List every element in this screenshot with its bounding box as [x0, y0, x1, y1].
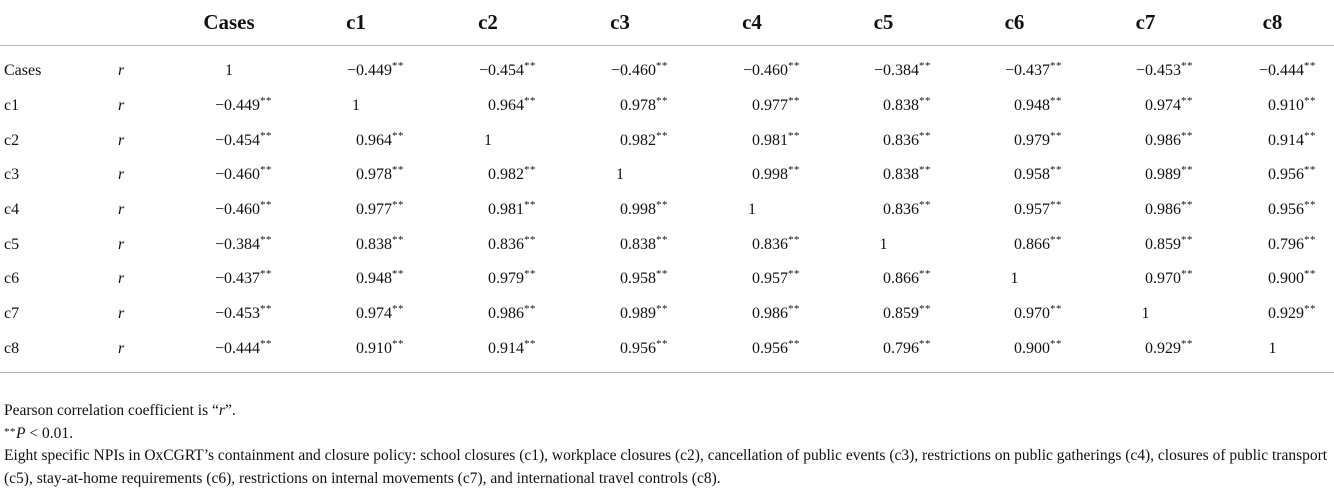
table-cell — [949, 158, 1080, 193]
cell-value: −0.449 — [214, 97, 260, 115]
cell-value: −0.384 — [873, 62, 919, 80]
cell-value: −0.444 — [214, 339, 260, 357]
table-cell — [818, 193, 949, 228]
table-cell — [686, 227, 818, 262]
table-cell — [949, 123, 1080, 158]
table-row — [0, 89, 1334, 124]
cell-value: 0.948 — [356, 270, 392, 288]
cell-value: 0.836 — [883, 201, 919, 219]
significance-mark: ** — [656, 60, 668, 73]
table-cell — [554, 193, 686, 228]
cell-value: 0.838 — [883, 97, 919, 115]
cell-value: 0.956 — [1268, 201, 1304, 219]
table-cell — [818, 89, 949, 124]
significance-mark: ** — [656, 233, 668, 246]
cell-value: 0.859 — [883, 305, 919, 323]
table-cell — [818, 46, 949, 89]
table-cell — [1211, 262, 1334, 297]
table-cell — [554, 46, 686, 89]
table-header-row — [0, 0, 1334, 46]
table-cell — [949, 46, 1080, 89]
cell-value: 0.796 — [883, 339, 919, 357]
cell-value: 0.866 — [1014, 235, 1050, 253]
row-label: c8 — [4, 339, 20, 357]
significance-mark: ** — [1304, 129, 1316, 142]
table-cell — [168, 89, 290, 124]
significance-mark: ** — [1181, 233, 1193, 246]
footnote-sig-symbol: P — [16, 424, 26, 442]
table-cell — [686, 89, 818, 124]
column-header: c5 — [873, 10, 894, 34]
table-cell — [422, 262, 554, 297]
table-cell — [168, 297, 290, 332]
column-header: c2 — [478, 10, 498, 34]
significance-mark: ** — [1050, 303, 1062, 316]
table-cell — [1080, 193, 1211, 228]
table-cell — [554, 262, 686, 297]
significance-mark: ** — [524, 303, 536, 316]
table-cell — [290, 158, 422, 193]
column-header: c4 — [742, 10, 762, 34]
table-cell — [422, 227, 554, 262]
significance-mark: ** — [260, 95, 272, 108]
footnote-significance — [4, 423, 1330, 446]
table-row — [0, 46, 1334, 89]
cell-value: −0.460 — [214, 166, 260, 184]
column-header: c3 — [610, 10, 630, 34]
row-label: c2 — [4, 131, 20, 149]
row-stat: r — [118, 339, 125, 357]
cell-value: 0.974 — [1145, 97, 1181, 115]
table-row — [0, 193, 1334, 228]
table-cell — [686, 332, 818, 373]
cell-value: 1 — [484, 131, 492, 149]
cell-value: 0.958 — [1014, 166, 1050, 184]
table-cell — [554, 297, 686, 332]
table-cell — [1211, 123, 1334, 158]
cell-value: 0.796 — [1268, 235, 1304, 253]
significance-mark: ** — [524, 199, 536, 212]
significance-mark: ** — [1304, 268, 1316, 281]
significance-mark: ** — [1050, 337, 1062, 350]
footnote-sig-text: < 0.01. — [25, 424, 73, 442]
table-row — [0, 123, 1334, 158]
cell-value: 0.989 — [1145, 166, 1181, 184]
table-cell — [1080, 262, 1211, 297]
significance-mark: ** — [1050, 60, 1062, 73]
significance-mark: ** — [392, 233, 404, 246]
table-cell — [554, 123, 686, 158]
table-cell — [949, 262, 1080, 297]
table-cell — [818, 332, 949, 373]
header-blank — [0, 0, 108, 46]
significance-mark: ** — [919, 164, 931, 177]
cell-value: 0.900 — [1268, 270, 1304, 288]
significance-mark: ** — [919, 303, 931, 316]
cell-value: 0.838 — [620, 235, 656, 253]
table-cell — [949, 89, 1080, 124]
column-header: c7 — [1135, 10, 1156, 34]
row-label: Cases — [4, 62, 42, 80]
cell-value: −0.454 — [478, 62, 524, 80]
significance-mark: ** — [260, 233, 272, 246]
cell-value: 0.964 — [356, 131, 392, 149]
column-header: c1 — [346, 10, 366, 34]
significance-mark: ** — [788, 337, 800, 350]
significance-mark: ** — [392, 303, 404, 316]
row-label: c1 — [4, 97, 20, 115]
cell-value: 0.929 — [1145, 339, 1181, 357]
cell-value: 0.859 — [1145, 235, 1181, 253]
table-cell — [1080, 158, 1211, 193]
cell-value: 0.900 — [1014, 339, 1050, 357]
cell-value: 0.981 — [752, 131, 788, 149]
significance-mark: ** — [1181, 337, 1193, 350]
significance-mark: ** — [1050, 95, 1062, 108]
cell-value: −0.437 — [1004, 62, 1050, 80]
table-cell — [818, 123, 949, 158]
significance-mark: ** — [919, 199, 931, 212]
table-cell — [1080, 123, 1211, 158]
significance-mark: ** — [260, 164, 272, 177]
cell-value: 0.948 — [1014, 97, 1050, 115]
table-cell — [686, 123, 818, 158]
cell-value: 0.986 — [488, 305, 524, 323]
table-cell — [949, 297, 1080, 332]
table-cell — [422, 297, 554, 332]
significance-mark: ** — [1181, 95, 1193, 108]
column-header: c8 — [1262, 10, 1283, 34]
significance-mark: ** — [1050, 129, 1062, 142]
significance-mark: ** — [1304, 95, 1316, 108]
cell-value: 0.998 — [620, 201, 656, 219]
table-row — [0, 227, 1334, 262]
table-cell — [168, 46, 290, 89]
significance-mark: ** — [919, 129, 931, 142]
row-label: c3 — [4, 166, 20, 184]
cell-value: 0.836 — [883, 131, 919, 149]
table-cell — [168, 332, 290, 373]
cell-value: 0.974 — [356, 305, 392, 323]
cell-value: 0.982 — [488, 166, 524, 184]
row-label: c7 — [4, 305, 20, 323]
significance-mark: ** — [788, 60, 800, 73]
cell-value: 0.989 — [620, 305, 656, 323]
footnote-pearson — [4, 400, 1330, 423]
cell-value: −0.460 — [214, 201, 260, 219]
cell-value: 0.970 — [1014, 305, 1050, 323]
table-cell — [818, 227, 949, 262]
cell-value: −0.453 — [214, 305, 260, 323]
significance-mark: ** — [260, 337, 272, 350]
row-stat: r — [118, 305, 125, 323]
table-cell — [290, 46, 422, 89]
table-cell — [422, 158, 554, 193]
significance-mark: ** — [919, 268, 931, 281]
table-cell — [1080, 227, 1211, 262]
table-cell — [168, 123, 290, 158]
cell-value: 1 — [1010, 270, 1019, 288]
table-cell — [818, 158, 949, 193]
cell-value: 0.836 — [752, 235, 788, 253]
table-cell — [818, 297, 949, 332]
cell-value: 0.838 — [883, 166, 919, 184]
cell-value: 0.929 — [1268, 305, 1304, 323]
cell-value: −0.454 — [214, 131, 260, 149]
table-cell — [1211, 193, 1334, 228]
cell-value: 0.964 — [488, 97, 524, 115]
cell-value: 0.982 — [620, 131, 656, 149]
cell-value: 0.958 — [620, 270, 656, 288]
significance-mark: ** — [1181, 268, 1193, 281]
cell-value: 0.910 — [356, 339, 392, 357]
significance-mark: ** — [1050, 199, 1062, 212]
cell-value: 0.956 — [620, 339, 656, 357]
table-cell — [1080, 89, 1211, 124]
table-cell — [1080, 297, 1211, 332]
significance-mark: ** — [1304, 233, 1316, 246]
significance-mark: ** — [656, 268, 668, 281]
column-header: c6 — [1004, 10, 1025, 34]
significance-mark: ** — [1181, 199, 1193, 212]
significance-mark: ** — [392, 164, 404, 177]
table-cell — [949, 193, 1080, 228]
table-cell — [1080, 46, 1211, 89]
footnote-pearson-symbol: r — [218, 402, 225, 419]
footnote-pearson-suffix: ”. — [224, 402, 236, 419]
footnote-npi: Eight specific NPIs in OxCGRT’s containment and closure policy: school closures (c1), workplace closures (c2), cancellation of public events (c3), restrictions on public gatherings (c4), closures of public transport (c5), stay-at-home requirements (c6), restrictions on internal movements (c7), and international travel controls (c8). — [4, 447, 1328, 487]
significance-mark: ** — [788, 268, 800, 281]
table-row — [0, 262, 1334, 297]
table-cell — [1211, 89, 1334, 124]
cell-value: 0.970 — [1145, 270, 1181, 288]
significance-mark: ** — [524, 268, 536, 281]
significance-mark: ** — [1181, 129, 1193, 142]
cell-value: 1 — [352, 97, 360, 115]
table-cell — [554, 89, 686, 124]
significance-mark: ** — [392, 268, 404, 281]
cell-value: 0.979 — [488, 270, 524, 288]
significance-mark: ** — [1181, 60, 1193, 73]
table-row — [0, 332, 1334, 373]
row-label: c6 — [4, 270, 20, 288]
row-stat: r — [118, 62, 125, 80]
cell-value: 0.986 — [752, 305, 788, 323]
table-cell — [290, 332, 422, 373]
cell-value: 0.978 — [356, 166, 392, 184]
table-cell — [290, 297, 422, 332]
significance-mark: ** — [1050, 233, 1062, 246]
table-cell — [949, 227, 1080, 262]
header-blank-stat — [108, 0, 168, 46]
table-cell — [1211, 158, 1334, 193]
cell-value: 1 — [616, 166, 624, 184]
significance-mark: ** — [788, 129, 800, 142]
significance-mark: ** — [1304, 199, 1316, 212]
table-cell — [290, 227, 422, 262]
cell-value: 0.914 — [1268, 131, 1304, 149]
significance-mark: ** — [524, 337, 536, 350]
table-cell — [168, 227, 290, 262]
cell-value: 0.977 — [356, 201, 392, 219]
significance-mark: ** — [919, 95, 931, 108]
cell-value: 0.978 — [620, 97, 656, 115]
significance-mark: ** — [260, 268, 272, 281]
significance-mark: ** — [919, 337, 931, 350]
table-cell — [686, 193, 818, 228]
table-cell — [422, 332, 554, 373]
cell-value: −0.449 — [346, 62, 392, 80]
cell-value: 0.979 — [1014, 131, 1050, 149]
table-cell — [1211, 332, 1334, 373]
table-cell — [422, 46, 554, 89]
cell-value: −0.453 — [1135, 62, 1181, 80]
row-stat: r — [118, 235, 125, 253]
row-stat: r — [118, 201, 125, 219]
cell-value: 0.986 — [1145, 131, 1181, 149]
row-stat: r — [118, 270, 125, 288]
cell-value: 0.910 — [1268, 97, 1304, 115]
significance-mark: ** — [788, 303, 800, 316]
significance-mark: ** — [260, 129, 272, 142]
significance-mark: ** — [260, 199, 272, 212]
cell-value: −0.444 — [1258, 62, 1304, 80]
table-cell — [290, 262, 422, 297]
significance-mark: ** — [392, 337, 404, 350]
significance-mark: ** — [1304, 60, 1316, 73]
row-label: c4 — [4, 201, 20, 219]
table-cell — [1211, 46, 1334, 89]
table-cell — [168, 158, 290, 193]
table-cell — [290, 89, 422, 124]
significance-mark: ** — [524, 60, 536, 73]
significance-mark: ** — [656, 303, 668, 316]
cell-value: 1 — [879, 235, 888, 253]
table-cell — [554, 332, 686, 373]
table-footnotes — [4, 400, 1330, 490]
table-cell — [686, 46, 818, 89]
table-row — [0, 158, 1334, 193]
cell-value: −0.460 — [610, 62, 656, 80]
cell-value: −0.384 — [214, 235, 260, 253]
cell-value: 1 — [225, 62, 233, 80]
table-cell — [1211, 297, 1334, 332]
cell-value: 1 — [748, 201, 756, 219]
significance-mark: ** — [656, 199, 668, 212]
significance-mark: ** — [788, 233, 800, 246]
cell-value: 0.956 — [752, 339, 788, 357]
table-body — [0, 46, 1334, 373]
cell-value: 0.956 — [1268, 166, 1304, 184]
cell-value: 0.986 — [1145, 201, 1181, 219]
table-cell — [1080, 332, 1211, 373]
cell-value: −0.460 — [742, 62, 788, 80]
row-label: c5 — [4, 235, 20, 253]
significance-mark: ** — [392, 129, 404, 142]
cell-value: 0.836 — [488, 235, 524, 253]
table-cell — [949, 332, 1080, 373]
table-cell — [290, 193, 422, 228]
significance-mark: ** — [392, 60, 404, 73]
table-cell — [686, 297, 818, 332]
table-cell — [554, 227, 686, 262]
table-cell — [422, 123, 554, 158]
table-cell — [422, 193, 554, 228]
cell-value: 0.957 — [1014, 201, 1050, 219]
footnote-pearson-prefix: Pearson correlation coefficient is “ — [4, 402, 219, 419]
table-cell — [686, 158, 818, 193]
row-stat: r — [118, 166, 125, 184]
cell-value: 0.981 — [488, 201, 524, 219]
footnote-sig-mark: ** — [4, 425, 16, 438]
table-cell — [686, 262, 818, 297]
table-cell — [554, 158, 686, 193]
significance-mark: ** — [524, 233, 536, 246]
cell-value: 0.914 — [488, 339, 524, 357]
table-cell — [422, 89, 554, 124]
table-cell — [168, 193, 290, 228]
table-cell — [290, 123, 422, 158]
significance-mark: ** — [788, 164, 800, 177]
cell-value: 0.866 — [883, 270, 919, 288]
cell-value: −0.437 — [214, 270, 260, 288]
significance-mark: ** — [919, 60, 931, 73]
significance-mark: ** — [1304, 164, 1316, 177]
significance-mark: ** — [656, 95, 668, 108]
cell-value: 0.838 — [356, 235, 392, 253]
cell-value: 1 — [1141, 305, 1150, 323]
row-stat: r — [118, 97, 125, 115]
significance-mark: ** — [524, 164, 536, 177]
cell-value: 0.998 — [752, 166, 788, 184]
significance-mark: ** — [1050, 164, 1062, 177]
significance-mark: ** — [788, 95, 800, 108]
significance-mark: ** — [392, 199, 404, 212]
column-header: Cases — [203, 10, 255, 34]
table-row — [0, 297, 1334, 332]
significance-mark: ** — [656, 129, 668, 142]
significance-mark: ** — [1181, 164, 1193, 177]
cell-value: 0.957 — [752, 270, 788, 288]
table-cell — [1211, 227, 1334, 262]
significance-mark: ** — [524, 95, 536, 108]
row-stat: r — [118, 131, 125, 149]
table-cell — [168, 262, 290, 297]
significance-mark: ** — [656, 337, 668, 350]
table-cell — [818, 262, 949, 297]
cell-value: 1 — [1268, 339, 1277, 357]
cell-value: 0.977 — [752, 97, 788, 115]
significance-mark: ** — [1304, 303, 1316, 316]
significance-mark: ** — [260, 303, 272, 316]
